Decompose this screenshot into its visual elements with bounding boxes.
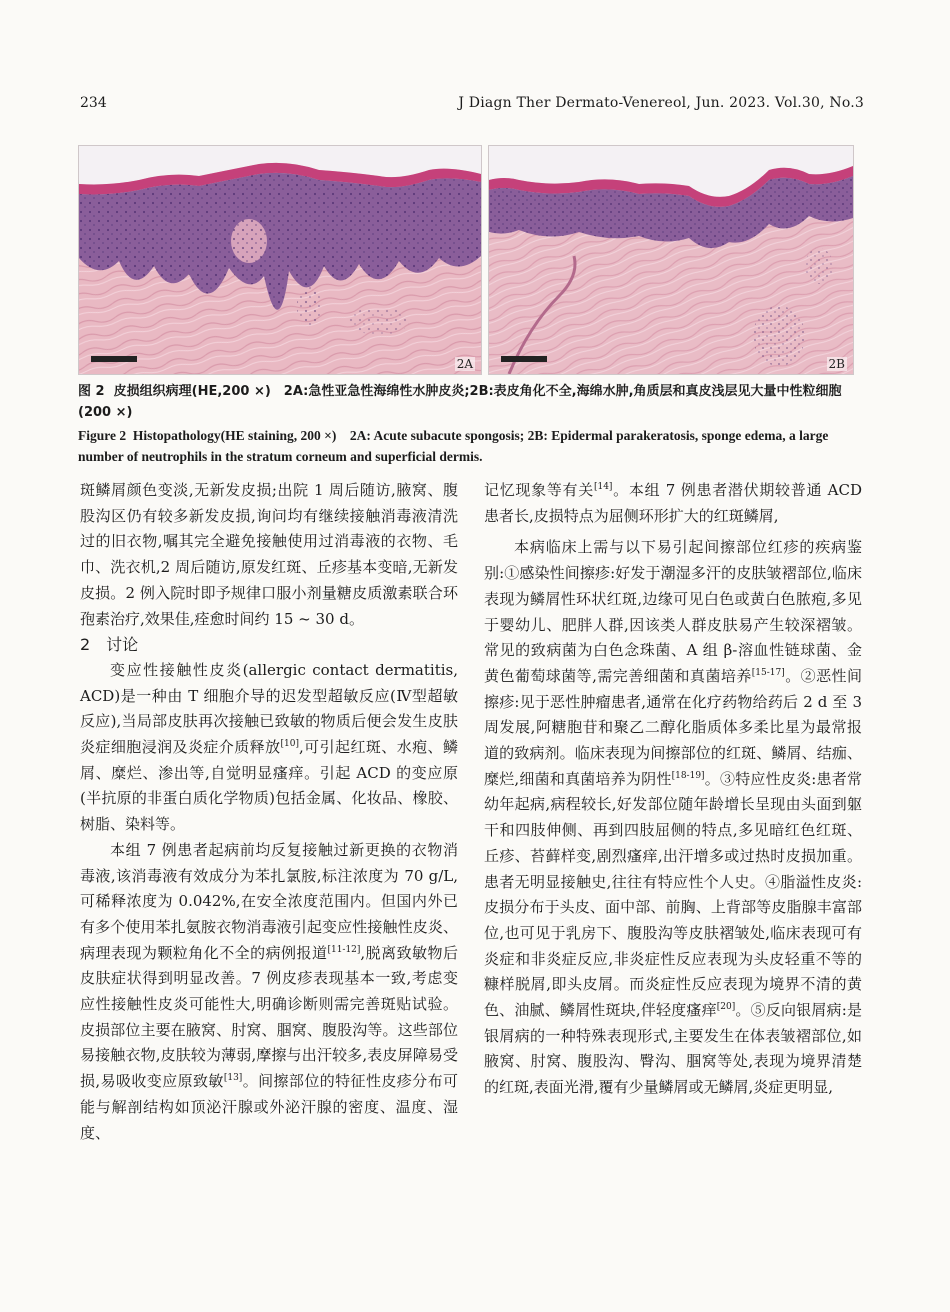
paragraph-text: ,脱离致敏物后皮肤症状得到明显改善。7 例皮疹表现基本一致,考虑变应性接触性皮炎可能性大,明确诊断则需完善斑贴试验。皮损部位主要在腋窝、肘窝、腘窝、腹股沟等。这些部位易接触衣物,皮肤较为薄弱,摩擦与出汗较多,表皮屏障易受损,易吸收变应原致敏 bbox=[80, 943, 458, 1091]
left-column bbox=[80, 478, 458, 1146]
citation: [10] bbox=[280, 739, 299, 750]
panel-label-2a: 2A bbox=[456, 357, 473, 371]
paragraph-text: 。③特应性皮炎:患者常幼年起病,病程较长,好发部位随年龄增长呈现由头面到躯干和四肢伸侧、再到四肢屈侧的特点,多见暗红色红斑、丘疹、苔藓样变,剧烈瘙痒,出汗增多或过热时皮损加重。患者无明显接触史,往往有特应性个人史。④脂溢性皮炎:皮损分布于头皮、面中部、前胸、上背部等皮脂腺丰富部位,也可见于乳房下、腹股沟等皮肤褶皱处,临床表现可有炎症和非炎症反应,非炎症性反应表现为头皮轻重不等的糠样脱屑,即头皮屑。而炎症性反应表现为境界不清的黄色、油腻、鳞屑性斑块,伴轻度瘙痒 bbox=[484, 769, 862, 1020]
citation: [11-12] bbox=[327, 944, 361, 955]
paragraph bbox=[484, 478, 862, 529]
paragraph-text: 变应性接触性皮炎(allergic contact dermatitis, ACD)是一种由 T 细胞介导的迟发型超敏反应(Ⅳ型超敏反应),当局部皮肤再次接触已致敏的物质后便会发生皮肤炎症细胞浸润及炎症介质释放 bbox=[80, 660, 458, 757]
paragraph-text: ,可引起红斑、水疱、鳞屑、糜烂、渗出等,自觉明显瘙痒。引起 ACD 的变应原(半抗原的非蛋白质化学物质)包括金属、化妆品、橡胶、树脂、染料等。 bbox=[80, 738, 458, 834]
caption-cn-text: 皮损组织病理(HE,200 ×) 2A:急性亚急性海绵性水肿皮炎;2B:表皮角化不全,海绵水肿,角质层和真皮浅层见大量中性粒细胞(200 ×) bbox=[78, 384, 842, 420]
section-heading-discussion: 2 讨论 bbox=[80, 635, 139, 655]
right-column bbox=[484, 478, 862, 1101]
page-number: 234 bbox=[80, 95, 107, 111]
citation: [13] bbox=[223, 1073, 243, 1084]
panel-label-2b: 2B bbox=[828, 357, 845, 371]
histology-2a-drawing bbox=[79, 146, 481, 374]
citation: [18-19] bbox=[671, 770, 705, 781]
paragraph-text: 本病临床上需与以下易引起间擦部位红疹的疾病鉴别:①感染性间擦疹:好发于潮湿多汗的皮肤皱褶部位,临床表现为鳞屑性环状红斑,边缘可见白色或黄白色脓疱,多见于婴幼儿、肥胖人群,因该类人群皮肤易产生较深褶皱。常见的致病菌为白色念珠菌、A 组 β-溶血性链球菌、金黄色葡萄球菌等,需完善细菌和真菌培养 bbox=[484, 538, 862, 685]
journal-header: J Diagn Ther Dermato-Venereol, Jun. 2023. Vol.30, No.3 bbox=[458, 95, 864, 111]
histology-2b-drawing bbox=[489, 146, 853, 374]
paragraph-text: 。②恶性间擦疹:见于恶性肿瘤患者,通常在化疗药物给药后 2 d 至 3 周发展,阿糖胞苷和聚乙二醇化脂质体多柔比星为最常报道的致病剂。临床表现为间擦部位的红斑、鳞屑、结痂、糜烂,细菌和真菌培养为阴性 bbox=[484, 666, 862, 788]
figure-caption-english bbox=[78, 425, 858, 467]
citation: [20] bbox=[716, 1002, 736, 1013]
paragraph bbox=[80, 838, 458, 1146]
figure-2a-histology-image bbox=[78, 145, 482, 375]
paragraph: 斑鳞屑颜色变淡,无新发皮损;出院 1 周后随访,腋窝、腹股沟区仍有较多新发皮损,询问均有继续接触消毒液清洗过的旧衣物,嘱其完全避免接触使用过消毒液的衣物、毛巾、洗衣机,2 周后随访,原发红斑、丘疹基本变暗,无新发皮损。2 例入院时即予规律口服小剂量糖皮质激素联合环孢素治疗,效果佳,痊愈时间约 15 ~ 30 d。 bbox=[80, 481, 458, 628]
paragraph-text: 。本组 7 例患者潜伏期较普通 ACD 患者长,皮损特点为屈侧环形扩大的红斑鳞屑, bbox=[484, 481, 862, 525]
paragraph-text: 。间擦部位的特征性皮疹分布可能与解剖结构如顶泌汗腺或外泌汗腺的密度、温度、湿度、 bbox=[80, 1072, 458, 1142]
scale-bar bbox=[91, 356, 137, 362]
scale-bar bbox=[501, 356, 547, 362]
paragraph-text: 。⑤反向银屑病:是银屑病的一种特殊表现形式,主要发生在体表皱褶部位,如腋窝、肘窝、腹股沟、臀沟、腘窝等处,表现为境界清楚的红斑,表面光滑,覆有少量鳞屑或无鳞屑,炎症更明显, bbox=[484, 1001, 862, 1097]
figure-caption-chinese bbox=[78, 381, 858, 423]
caption-cn-label: 图 2 bbox=[78, 384, 105, 399]
paragraph bbox=[80, 658, 458, 838]
paragraph bbox=[484, 535, 862, 1100]
paragraph-text: 本组 7 例患者起病前均反复接触过新更换的衣物消毒液,该消毒液有效成分为苯扎氯胺,标注浓度为 70 g/L,可稀释浓度为 0.042%,在安全浓度范围内。但国内外已有多个使用苯扎氨胺衣物消毒液引起变应性接触性皮炎、病理表现为颗粒角化不全的病例报道 bbox=[80, 840, 458, 962]
paragraph-text: 记忆现象等有关 bbox=[484, 481, 594, 499]
citation: [14] bbox=[593, 482, 613, 492]
figure-2b-histology-image bbox=[488, 145, 854, 375]
caption-en-label: Figure 2 bbox=[78, 428, 127, 443]
caption-en-text: Histopathology(HE staining, 200 ×) 2A: Acute subacute spongosis; 2B: Epidermal parakeratosis, sponge edema, a large number of neutrophils in the stratum corneum and superficial dermis. bbox=[78, 428, 829, 464]
citation: [15-17] bbox=[751, 667, 785, 678]
